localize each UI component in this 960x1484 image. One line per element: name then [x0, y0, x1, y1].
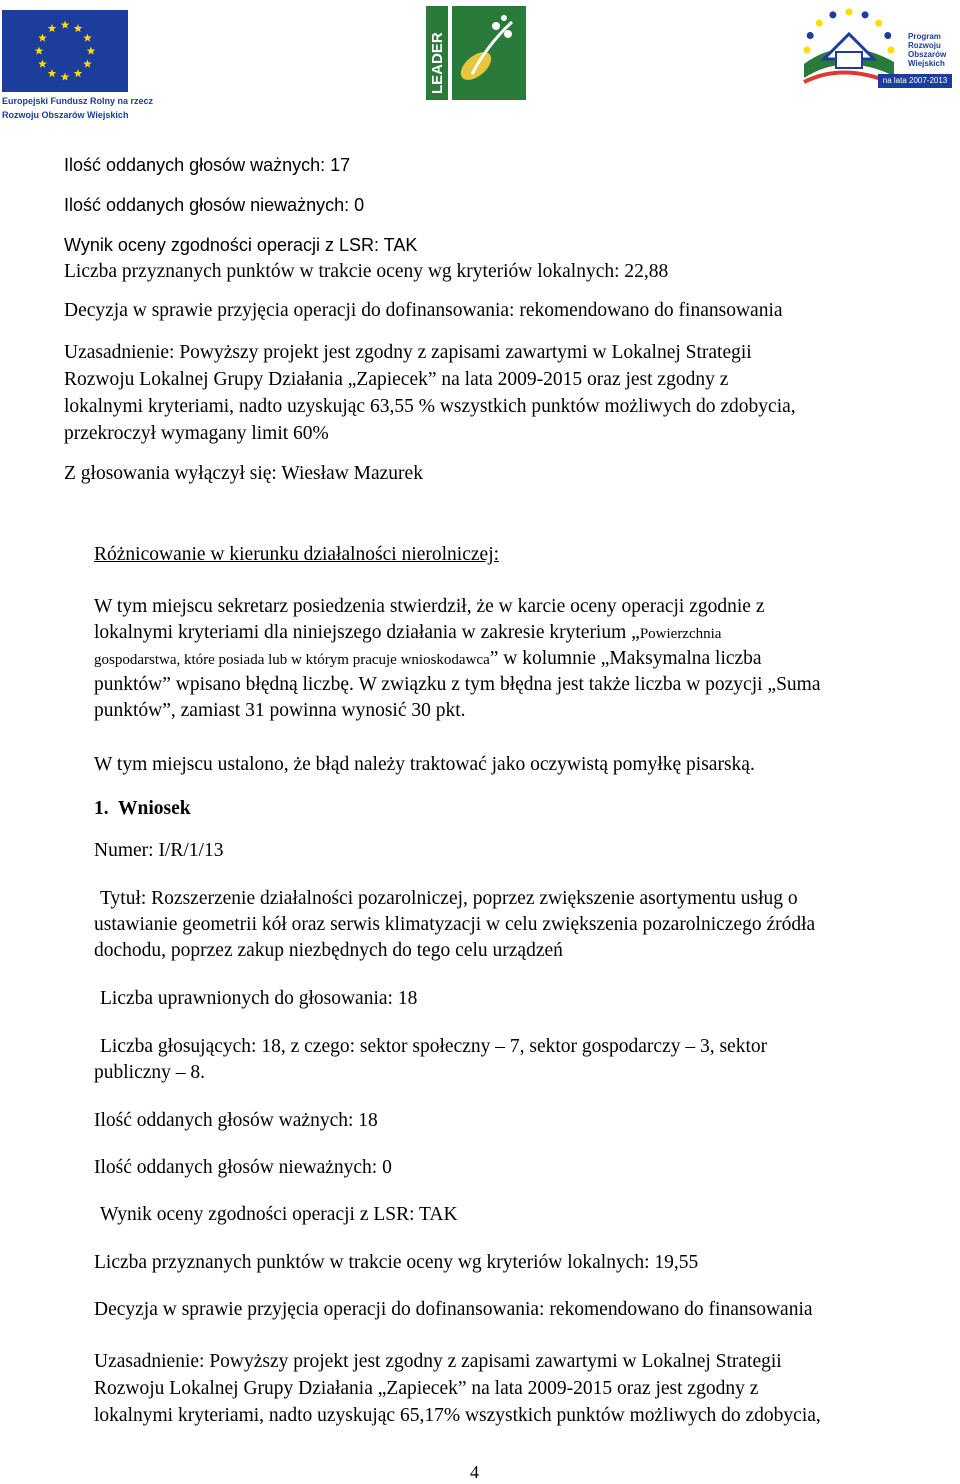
- text-valid-votes-1: Ilość oddanych głosów ważnych: 17: [64, 155, 351, 175]
- section-heading: Różnicowanie w kierunku działalności nierolniczej:: [94, 544, 500, 565]
- eu-logo-text-2: Rozwoju Obszarów Wiejskich: [2, 110, 129, 120]
- text-title-2: ustawianie geometrii kół oraz serwis klimatyzacji w celu zwiększenia pozarolniczego źródła: [94, 914, 816, 935]
- text-decision-2: Decyzja w sprawie przyjęcia operacji do dofinansowania: rekomendowano do finansowania: [94, 1299, 813, 1320]
- prow-star: [884, 32, 891, 39]
- text-justification-2b: Rozwoju Lokalnej Grupy Działania „Zapiecek” na lata 2009-2015 oraz jest zgodny z: [94, 1378, 759, 1399]
- text-points-2: Liczba przyznanych punktów w trakcie oceny wg kryteriów lokalnych: 19,55: [94, 1252, 699, 1273]
- prow-text-4: Wiejskich: [908, 59, 945, 68]
- para-1c: [94, 646, 762, 673]
- prow-text-1: Program: [908, 32, 941, 41]
- text-decision-1: Decyzja w sprawie przyjęcia operacji do dofinansowania: rekomendowano do finansowania: [64, 300, 783, 321]
- text-voters-2: publiczny – 8.: [94, 1062, 206, 1083]
- prow-logo-years: na lata 2007-2013: [878, 74, 952, 88]
- prow-star: [862, 11, 869, 18]
- text-entitled: Liczba uprawnionych do głosowania: 18: [100, 988, 418, 1009]
- text-invalid-votes-1: Ilość oddanych głosów nieważnych: 0: [64, 195, 365, 215]
- text-justification-1b: Rozwoju Lokalnej Grupy Działania „Zapiecek” na lata 2009-2015 oraz jest zgodny z: [64, 369, 729, 390]
- eu-logo: [2, 10, 154, 120]
- prow-logo: [794, 4, 954, 94]
- eu-flag-icon: [2, 10, 128, 92]
- prow-logo-text: [908, 32, 946, 68]
- para-2: W tym miejscu ustalono, że błąd należy traktować jako oczywistą pomyłkę pisarską.: [94, 754, 755, 775]
- text-points-1: Liczba przyznanych punktów w trakcie oceny wg kryteriów lokalnych: 22,88: [64, 261, 669, 282]
- text-justification-2c: lokalnymi kryteriami, nadto uzyskując 65,17% wszystkich punktów możliwych do zdobycia,: [94, 1405, 821, 1426]
- text-voters-1: Liczba głosujących: 18, z czego: sektor społeczny – 7, sektor gospodarczy – 3, sektor: [100, 1036, 768, 1057]
- text-title-3: dochodu, poprzez zakup niezbędnych do tego celu urządzeń: [94, 940, 563, 961]
- text-valid-votes-2: Ilość oddanych głosów ważnych: 18: [94, 1110, 378, 1131]
- prow-star: [829, 11, 836, 18]
- text-title-1: Tytuł: Rozszerzenie działalności pozarolniczej, poprzez zwiększenie asortymentu usług o: [100, 888, 798, 909]
- prow-star: [846, 9, 853, 16]
- prow-star: [875, 20, 882, 27]
- para-1e: punktów”, zamiast 31 powinna wynosić 30 pkt.: [94, 700, 466, 721]
- eu-logo-text-1: Europejski Fundusz Rolny na rzecz: [2, 96, 154, 106]
- para-1b: [94, 620, 721, 647]
- text-justification-1d: przekroczył wymagany limit 60%: [64, 423, 329, 444]
- leader-logo-icon: [424, 4, 528, 102]
- para-1a: W tym miejscu sekretarz posiedzenia stwierdził, że w karcie oceny operacji zgodnie z: [94, 596, 765, 617]
- para-1b-main: lokalnymi kryteriami dla niniejszego działania w zakresie kryterium „: [94, 622, 640, 643]
- para-1d: punktów” wpisano błędną liczbę. W związku z tym błędna jest także liczba w pozycji „Suma: [94, 674, 821, 695]
- text-invalid-votes-2: Ilość oddanych głosów nieważnych: 0: [94, 1157, 392, 1178]
- prow-text-3: Obszarów: [908, 50, 947, 59]
- prow-star: [804, 47, 811, 54]
- prow-text-2: Rozwoju: [908, 41, 941, 50]
- page-header: [0, 0, 960, 120]
- prow-star: [816, 20, 823, 27]
- page-number: 4: [470, 1462, 479, 1482]
- prow-star: [807, 32, 814, 39]
- text-excluded: Z głosowania wyłączył się: Wiesław Mazurek: [64, 463, 423, 484]
- text-justification-2a: Uzasadnienie: Powyższy projekt jest zgodny z zapisami zawartymi w Lokalnej Strategii: [94, 1351, 782, 1372]
- text-justification-1c: lokalnymi kryteriami, nadto uzyskując 63,55 % wszystkich punktów możliwych do zdobycia,: [64, 396, 796, 417]
- text-lsr-result-2: Wynik oceny zgodności operacji z LSR: TAK: [100, 1204, 458, 1225]
- para-1b-small: Powierzchnia: [639, 626, 722, 642]
- prow-star: [888, 47, 895, 54]
- item-heading: 1. Wniosek: [94, 798, 191, 819]
- text-justification-1a: Uzasadnienie: Powyższy projekt jest zgodny z zapisami zawartymi w Lokalnej Strategii: [64, 342, 752, 363]
- leader-logo-text: LEADER: [429, 32, 446, 94]
- text-numer: Numer: I/R/1/13: [94, 840, 224, 861]
- text-lsr-result-1: Wynik oceny zgodności operacji z LSR: TAK: [64, 235, 418, 255]
- para-1c-small: gospodarstwa, które posiada lub w którym pracuje wnioskodawca: [94, 652, 490, 668]
- para-1c-main: ” w kolumnie „Maksymalna liczba: [489, 648, 762, 669]
